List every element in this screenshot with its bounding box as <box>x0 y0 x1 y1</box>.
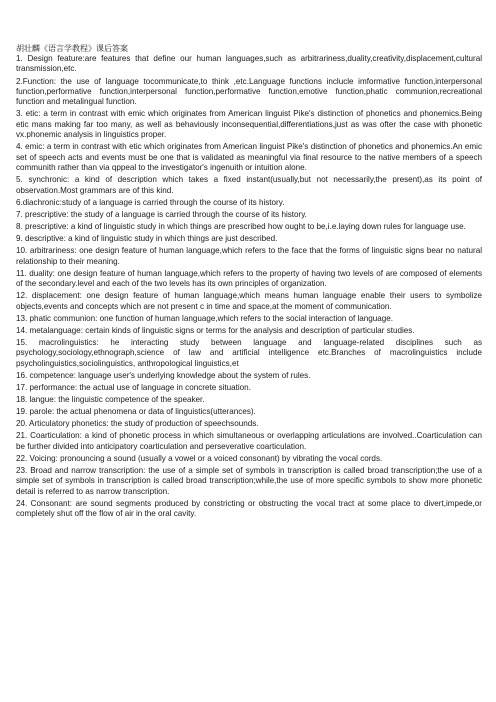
entry-23: 23. Broad and narrow transcription: the use of a simple set of symbols in transcription is called broad transcription;the use of a simple set of symbols in transcription is called broad transcription;while,the use of more specific symbols to show more phonetic detail is referred to as narrow transcription. <box>16 465 482 496</box>
entry-12: 12. displacement: one design feature of human language,which means human language enable their users to symbolize objects,events and concepts which are not present c in time and space,at the moment of communication. <box>16 291 482 311</box>
entry-20: 20. Articulatory phonetics: the study of production of speechsounds. <box>16 419 259 429</box>
entry-6: 6.diachronic:study of a language is carried through the course of its history. <box>16 197 285 207</box>
entry-13: 13. phatic communion: one function of human language,which refers to the social interaction of language. <box>16 313 394 323</box>
entry-24: 24. Consonant: are sound segments produced by constricting or obstructing the vocal tract at some place to divert,impede,or completely shut off the flow of air in the oral cavity. <box>16 498 482 519</box>
entry-14: 14. metalanguage: certain kinds of linguistic signs or terms for the analysis and description of particular studies. <box>16 325 415 335</box>
entry-9: 9. descriptive: a kind of linguistic study in which things are just described. <box>16 234 278 243</box>
entry-5: 5. synchronic: a kind of description which takes a fixed instant(usually,but not necessarily,the present),as its point of observation.Most grammars are of this kind. <box>16 175 482 195</box>
document-page <box>16 43 482 521</box>
entry-15: 15. macrolinguistics: he interacting study between language and language-related disciplines such as psychology,sociology,ethnograph,science of law and artificial intelligence etc.Branches of macrolinguistics include psycholinguistics,sociolinguistics, anthropological linguistics,et <box>16 337 482 368</box>
entry-22: 22. Voicing: pronouncing a sound (usually a vowel or a voiced consonant) by vibrating the vocal cords. <box>16 453 383 463</box>
entry-10: 10. arbitrariness: one design feature of human language,which refers to the face that the forms of linguistic signs bear no natural relationship to their meaning. <box>16 246 482 266</box>
entry-18: 18. langue: the linguistic competence of the speaker. <box>16 394 205 404</box>
entry-4: 4. emic: a term in contrast with etic which originates from American linguist Pike's distinction of phonetics and phonemics.An emic set of speech acts and events must be one that is validated as meaningful via final resource to the native members of a speech communith rather than via qppeal to the investigator's ingenuith or intuition alone. <box>16 142 482 173</box>
entry-list <box>16 54 482 519</box>
entry-21: 21. Coarticulation: a kind of phonetic process in which simultaneous or overlapping articulations are involved..Coarticulation can be further divided into anticipatory coarticulation and perseverative coarticulation. <box>16 431 482 451</box>
entry-11: 11. duality: one design feature of human language,which refers to the property of having two levels of are composed of elements of the secondary.level and each of the two levels has its own principles of organization. <box>16 268 482 288</box>
entry-7: 7. prescriptive: the study of a language is carried through the course of its history. <box>16 209 307 219</box>
entry-2: 2.Function: the use of language tocommunicate,to think ,etc.Language functions inclucle imformative function,interpersonal function,performative function,interpersonal function,performative function,emotive function,phatic communion,recreational function and metalingual function. <box>16 76 482 107</box>
entry-3: 3. etic: a term in contrast with emic which originates from American linguist Pike's distinction of phonetics and phonemics.Being etic mans making far too many, as well as behaviously inconsequential,differentiations,just as was ofter the case with phonetic vx.phonemic analysis in linguistics proper. <box>16 109 482 140</box>
entry-17: 17. performance: the actual use of language in concrete situation. <box>16 382 251 392</box>
entry-16: 16. competence: language user's underlying knowledge about the system of rules. <box>16 370 311 380</box>
document-title: 胡壮麟《语言学教程》课后答案 <box>16 44 128 53</box>
entry-1: 1. Design feature:are features that define our human languages,such as arbitrariness,duality,creativity,displacement,cultural transmission,etc. <box>16 54 482 74</box>
entry-19: 19. parole: the actual phenomena or data of linguistics(utterances). <box>16 406 256 416</box>
entry-8: 8. prescriptive: a kind of linguistic study in which things are prescribed how ought to be,i.e.laying down rules for language use. <box>16 221 466 231</box>
